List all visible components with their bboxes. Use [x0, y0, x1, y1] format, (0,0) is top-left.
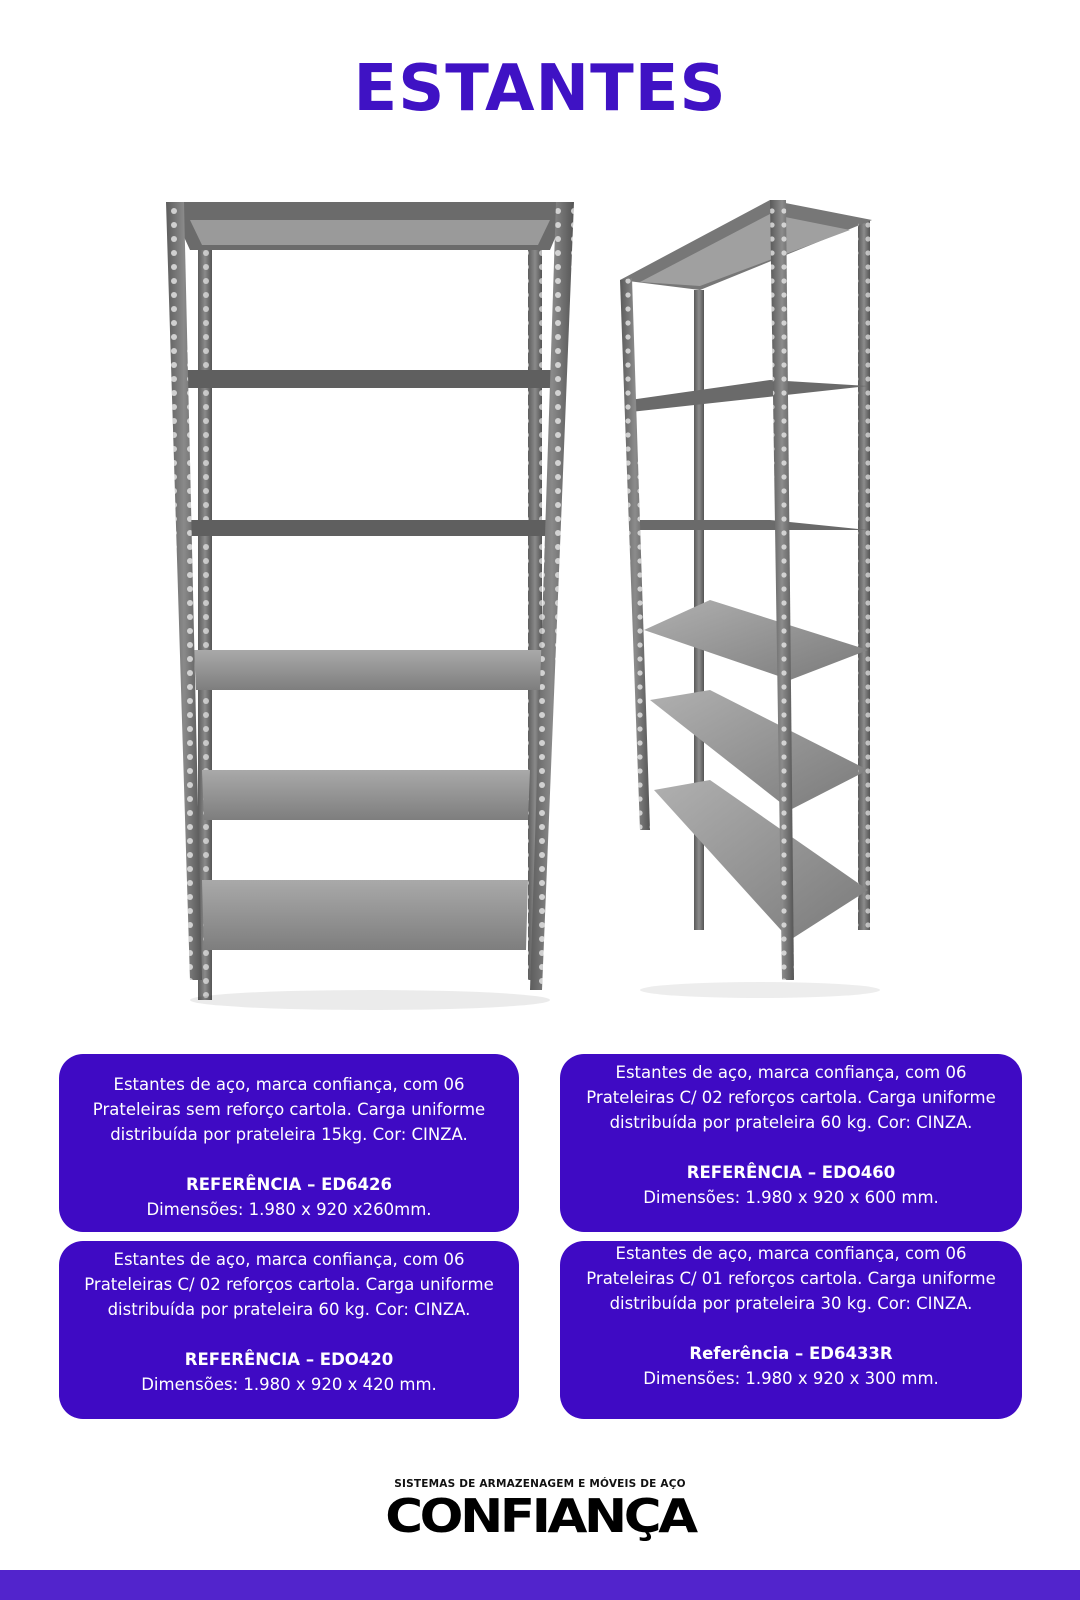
product-reference: REFERÊNCIA – EDO460 [686, 1163, 896, 1182]
product-card-ed6426 [59, 1054, 519, 1232]
logo-tagline: SISTEMAS DE ARMAZENAGEM E MÓVEIS DE AÇO [394, 1478, 686, 1490]
product-card-ed6433r [560, 1241, 1022, 1419]
product-dimensions: Dimensões: 1.980 x 920 x 600 mm. [643, 1188, 939, 1207]
product-dimensions: Dimensões: 1.980 x 920 x260mm. [146, 1200, 432, 1219]
product-reference: REFERÊNCIA – ED6426 [186, 1175, 392, 1194]
brand-logo [370, 1478, 710, 1542]
page-title: ESTANTES [353, 52, 727, 126]
product-card-edo460 [560, 1054, 1022, 1232]
product-description: Estantes de aço, marca confiança, com 06 Prateleiras C/ 02 reforços cartola. Carga uniforme distribuída por prateleira 60 kg. Cor: CINZA. [84, 1250, 494, 1319]
logo-wordmark: CONFIANÇA [385, 1489, 695, 1543]
product-dimensions: Dimensões: 1.980 x 920 x 420 mm. [141, 1375, 437, 1394]
product-dimensions: Dimensões: 1.980 x 920 x 300 mm. [643, 1369, 939, 1388]
footer-bar [0, 1570, 1080, 1600]
shelf-front-view-image [150, 190, 590, 1030]
product-description: Estantes de aço, marca confiança, com 06 Prateleiras sem reforço cartola. Carga uniforme distribuída por prateleira 15kg. Cor: CINZA. [92, 1075, 486, 1144]
product-reference: Referência – ED6433R [689, 1344, 893, 1363]
product-card-edo420 [59, 1241, 519, 1419]
shelf-angle-view-image [610, 190, 910, 1030]
product-description: Estantes de aço, marca confiança, com 06 Prateleiras C/ 01 reforços cartola. Carga uniforme distribuída por prateleira 30 kg. Cor: CINZA. [586, 1244, 996, 1313]
product-description: Estantes de aço, marca confiança, com 06 Prateleiras C/ 02 reforços cartola. Carga uniforme distribuída por prateleira 60 kg. Cor: CINZA. [586, 1063, 996, 1132]
product-reference: REFERÊNCIA – EDO420 [184, 1350, 394, 1369]
